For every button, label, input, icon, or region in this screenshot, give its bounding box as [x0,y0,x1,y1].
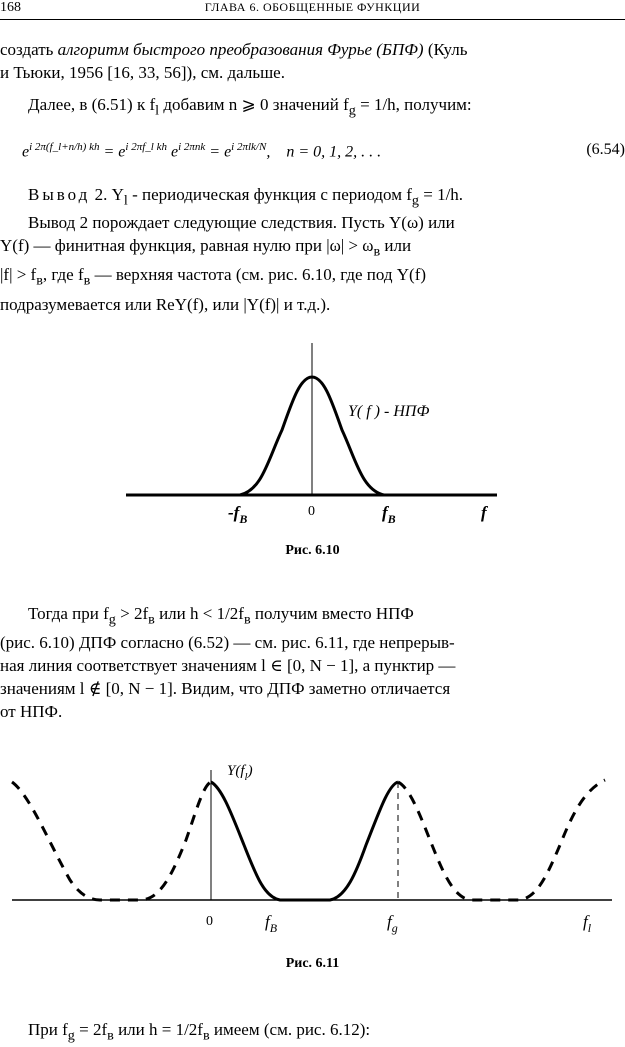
paragraph-4-line-3 [0,263,625,292]
running-header [0,0,625,22]
subscript: g [348,102,356,119]
tick-pos-fv: $f_В$ [382,503,396,526]
paragraph-3-line-1 [0,183,625,212]
paragraph-1-line-1 [0,38,625,61]
subscript: g [411,192,419,209]
tick-fg: $f_g$ [387,912,398,935]
paragraph-2-line-1 [0,93,625,122]
dashed-periodic-right [398,780,605,900]
figure-6-11-caption: Рис. 6.11 [285,956,340,971]
text-span: При f [28,1020,68,1039]
subscript: в [107,1027,114,1044]
text-span: или [380,236,412,255]
paragraph-5-line-2: (рис. 6.10) ДПФ согласно (6.52) — см. рис. 6.11, где непрерыв- [0,633,455,653]
formula-body: $e^{i 2\pi(f\_l+n/h) kh} = e^{i 2\pi f\_l kh}$ $e^{i 2\pi nk} = e^{i 2\pi lk/N}$, n = 0, 1, 2, . . . [22,141,382,161]
subscript: l [123,192,128,209]
exponent: i 2πnk [178,141,206,153]
text-span: |f| > f [0,265,37,285]
paragraph-5-line-4: значениям l ∉ [0, N − 1]. Видим, что ДПФ заметно отличается [0,679,451,699]
paragraph-5-line-1 [0,602,625,631]
paragraph-4-line-4: подразумевается или ReY(f), или |Y(f)| и т.д.). [0,294,331,314]
curve-label: Y( f ) - НПФ [348,403,430,420]
axis-label-f: f [481,503,487,522]
paragraph-3 [0,183,625,212]
dashed-periodic-left [12,782,211,900]
text-span: 2. Y [90,185,124,204]
formula-range: n = 0, 1, 2, . . . [286,143,382,161]
exponent: i 2πf_l kh [125,141,167,153]
header-rule [0,19,625,20]
solid-dft-curve [211,782,398,900]
tick-fv: $f_В$ [265,912,278,935]
paragraph-4-line-1: Вывод 2 порождает следующие следствия. Пусть Y(ω) или [28,213,455,232]
paragraph-5 [0,602,625,723]
text-span: или h = 1/2f [113,1020,203,1039]
text-span: - периодическая функция с периодом f [127,185,412,204]
text-span: Y(f) — финитная функция, равная нулю при |ω| > ω [0,236,374,255]
text-span: добавим n ⩾ 0 значений f [159,95,349,114]
subscript: в [243,611,251,628]
text-span: получим вместо НПФ [250,604,414,623]
conclusion-heading: Вывод [28,185,91,204]
page-number: 168 [0,0,21,15]
subscript: в [202,1027,210,1044]
fft-term: алгоритм быстрого преобразования Фурье (БПФ) [57,40,424,59]
paragraph-4-line-2 [0,234,625,263]
subscript: l [155,102,160,119]
text-span: > 2f [115,604,149,623]
figure-6-10 [0,340,625,540]
running-title: ГЛАВА 6. ОБОБЩЕННЫЕ ФУНКЦИИ [204,0,421,14]
paragraph-5-line-5: от НПФ. [0,702,63,722]
paragraph-1 [0,38,625,84]
text-span: создать [0,40,58,59]
text-span: e [22,143,30,161]
subscript: в [148,611,155,628]
figure-6-10-caption: Рис. 6.10 [285,543,340,558]
text-span: = 1/h, получим: [355,95,472,114]
subscript: g [108,611,116,628]
formula-6-54 [0,141,625,167]
text-span: , где f [42,265,84,285]
text-span: Далее, в (6.51) к f [28,95,156,114]
equation-number: (6.54) [586,141,625,158]
text-span: (Куль [423,40,468,59]
text-span: Тогда при f [28,604,109,623]
subscript: в [83,272,91,289]
paragraph-1-line-2: и Тьюки, 1956 [16, 33, 56]), см. дальше. [0,63,285,82]
tick-zero: 0 [206,914,213,929]
text-span: имеем (см. рис. 6.12): [209,1020,371,1039]
exponent: i 2π(f_l+n/h) kh [29,141,100,153]
exponent: i 2πlk/N [231,141,267,153]
paragraph-2 [0,93,625,122]
subscript: в [373,243,381,260]
paragraph-5-line-3: ная линия соответствует значениям l ∈ [0, N − 1], а пунктир — [0,656,456,676]
figure-6-11 [0,755,625,945]
paragraph-4 [0,211,625,316]
subscript: g [67,1027,75,1044]
tick-neg-fv: $-f_В$ [228,503,248,526]
curve-label: $Y(f_l)$ [227,763,253,783]
subscript: в [36,272,43,289]
axis-label-fl: $f_l$ [583,912,592,935]
tick-zero: 0 [308,504,315,519]
text-span: = 1/h. [419,185,464,204]
text-span: = 2f [74,1020,108,1039]
text-span: — верхняя частота (см. рис. 6.10, где под Y(f) [90,265,427,285]
text-span: или h < 1/2f [154,604,244,623]
